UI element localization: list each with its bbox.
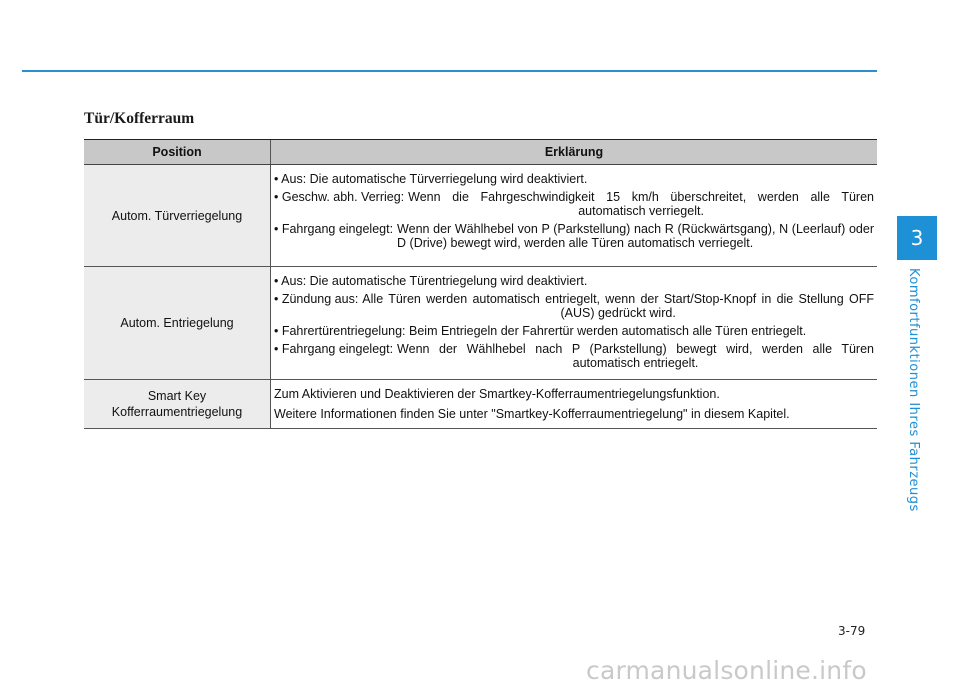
- watermark: carmanualsonline.info: [586, 656, 867, 685]
- chapter-title: Komfortfunktionen Ihres Fahrzeugs: [906, 268, 921, 512]
- section-title: Tür/Kofferraum: [84, 110, 195, 127]
- page-number: 3-79: [838, 624, 866, 638]
- list-item: [274, 274, 874, 288]
- header-position: Position: [152, 145, 202, 159]
- list-item: [274, 342, 874, 370]
- table-row: [84, 380, 877, 429]
- row-explanation: [270, 380, 877, 428]
- list-item: [274, 292, 874, 320]
- row-explanation: [270, 165, 877, 266]
- row-position: Autom. Entriegelung: [84, 267, 270, 379]
- settings-table: [84, 139, 877, 429]
- top-rule: [22, 70, 877, 72]
- item-text: Alle Türen werden automatisch entriegelt, wenn der Start/Stop-Knopf in die Stellung OFF (AUS) gedrückt wird.: [362, 292, 874, 320]
- item-label: • Geschw. abh. Verrieg:: [274, 190, 405, 204]
- item-text: Wenn der Wählhebel nach P (Parkstellung) bewegt wird, werden alle Türen automatisch entriegelt.: [397, 342, 874, 370]
- item-label: • Zündung aus:: [274, 292, 359, 306]
- header-explanation: Erklärung: [270, 140, 877, 164]
- item-text: • Fahrertürentriegelung: Beim Entriegeln der Fahrertür werden automatisch alle Türen entriegelt.: [274, 324, 807, 338]
- item-text: • Aus: Die automatische Türentriegelung wird deaktiviert.: [274, 274, 588, 288]
- table-row: [84, 165, 877, 267]
- chapter-number-tab: 3: [897, 216, 937, 260]
- list-item: [274, 222, 874, 250]
- row-position: Autom. Türverriegelung: [84, 165, 270, 266]
- item-text: Wenn der Wählhebel von P (Parkstellung) nach R (Rückwärtsgang), N (Leerlauf) oder D (Drive) bewegt wird, werden alle Türen automatisch verriegelt.: [397, 222, 874, 250]
- table-row: [84, 267, 877, 380]
- paragraph: Weitere Informationen finden Sie unter "Smartkey-Kofferraumentriegelung" in diesem Kapitel.: [274, 407, 790, 421]
- row-explanation: [270, 267, 877, 379]
- item-label: • Fahrgang eingelegt:: [274, 342, 394, 356]
- list-item: [274, 190, 874, 218]
- table-header: [84, 140, 877, 165]
- row-position-text: Smart Key Kofferraumentriegelung: [111, 389, 243, 419]
- item-text: • Aus: Die automatische Türverriegelung wird deaktiviert.: [274, 172, 588, 186]
- paragraph: Zum Aktivieren und Deaktivieren der Smartkey-Kofferraumentriegelungsfunktion.: [274, 387, 720, 401]
- list-item: [274, 172, 874, 186]
- item-text: Wenn die Fahrgeschwindigkeit 15 km/h überschreitet, werden alle Türen automatisch verriegelt.: [408, 190, 874, 218]
- row-position: [84, 380, 270, 428]
- list-item: [274, 324, 874, 338]
- item-label: • Fahrgang eingelegt:: [274, 222, 394, 236]
